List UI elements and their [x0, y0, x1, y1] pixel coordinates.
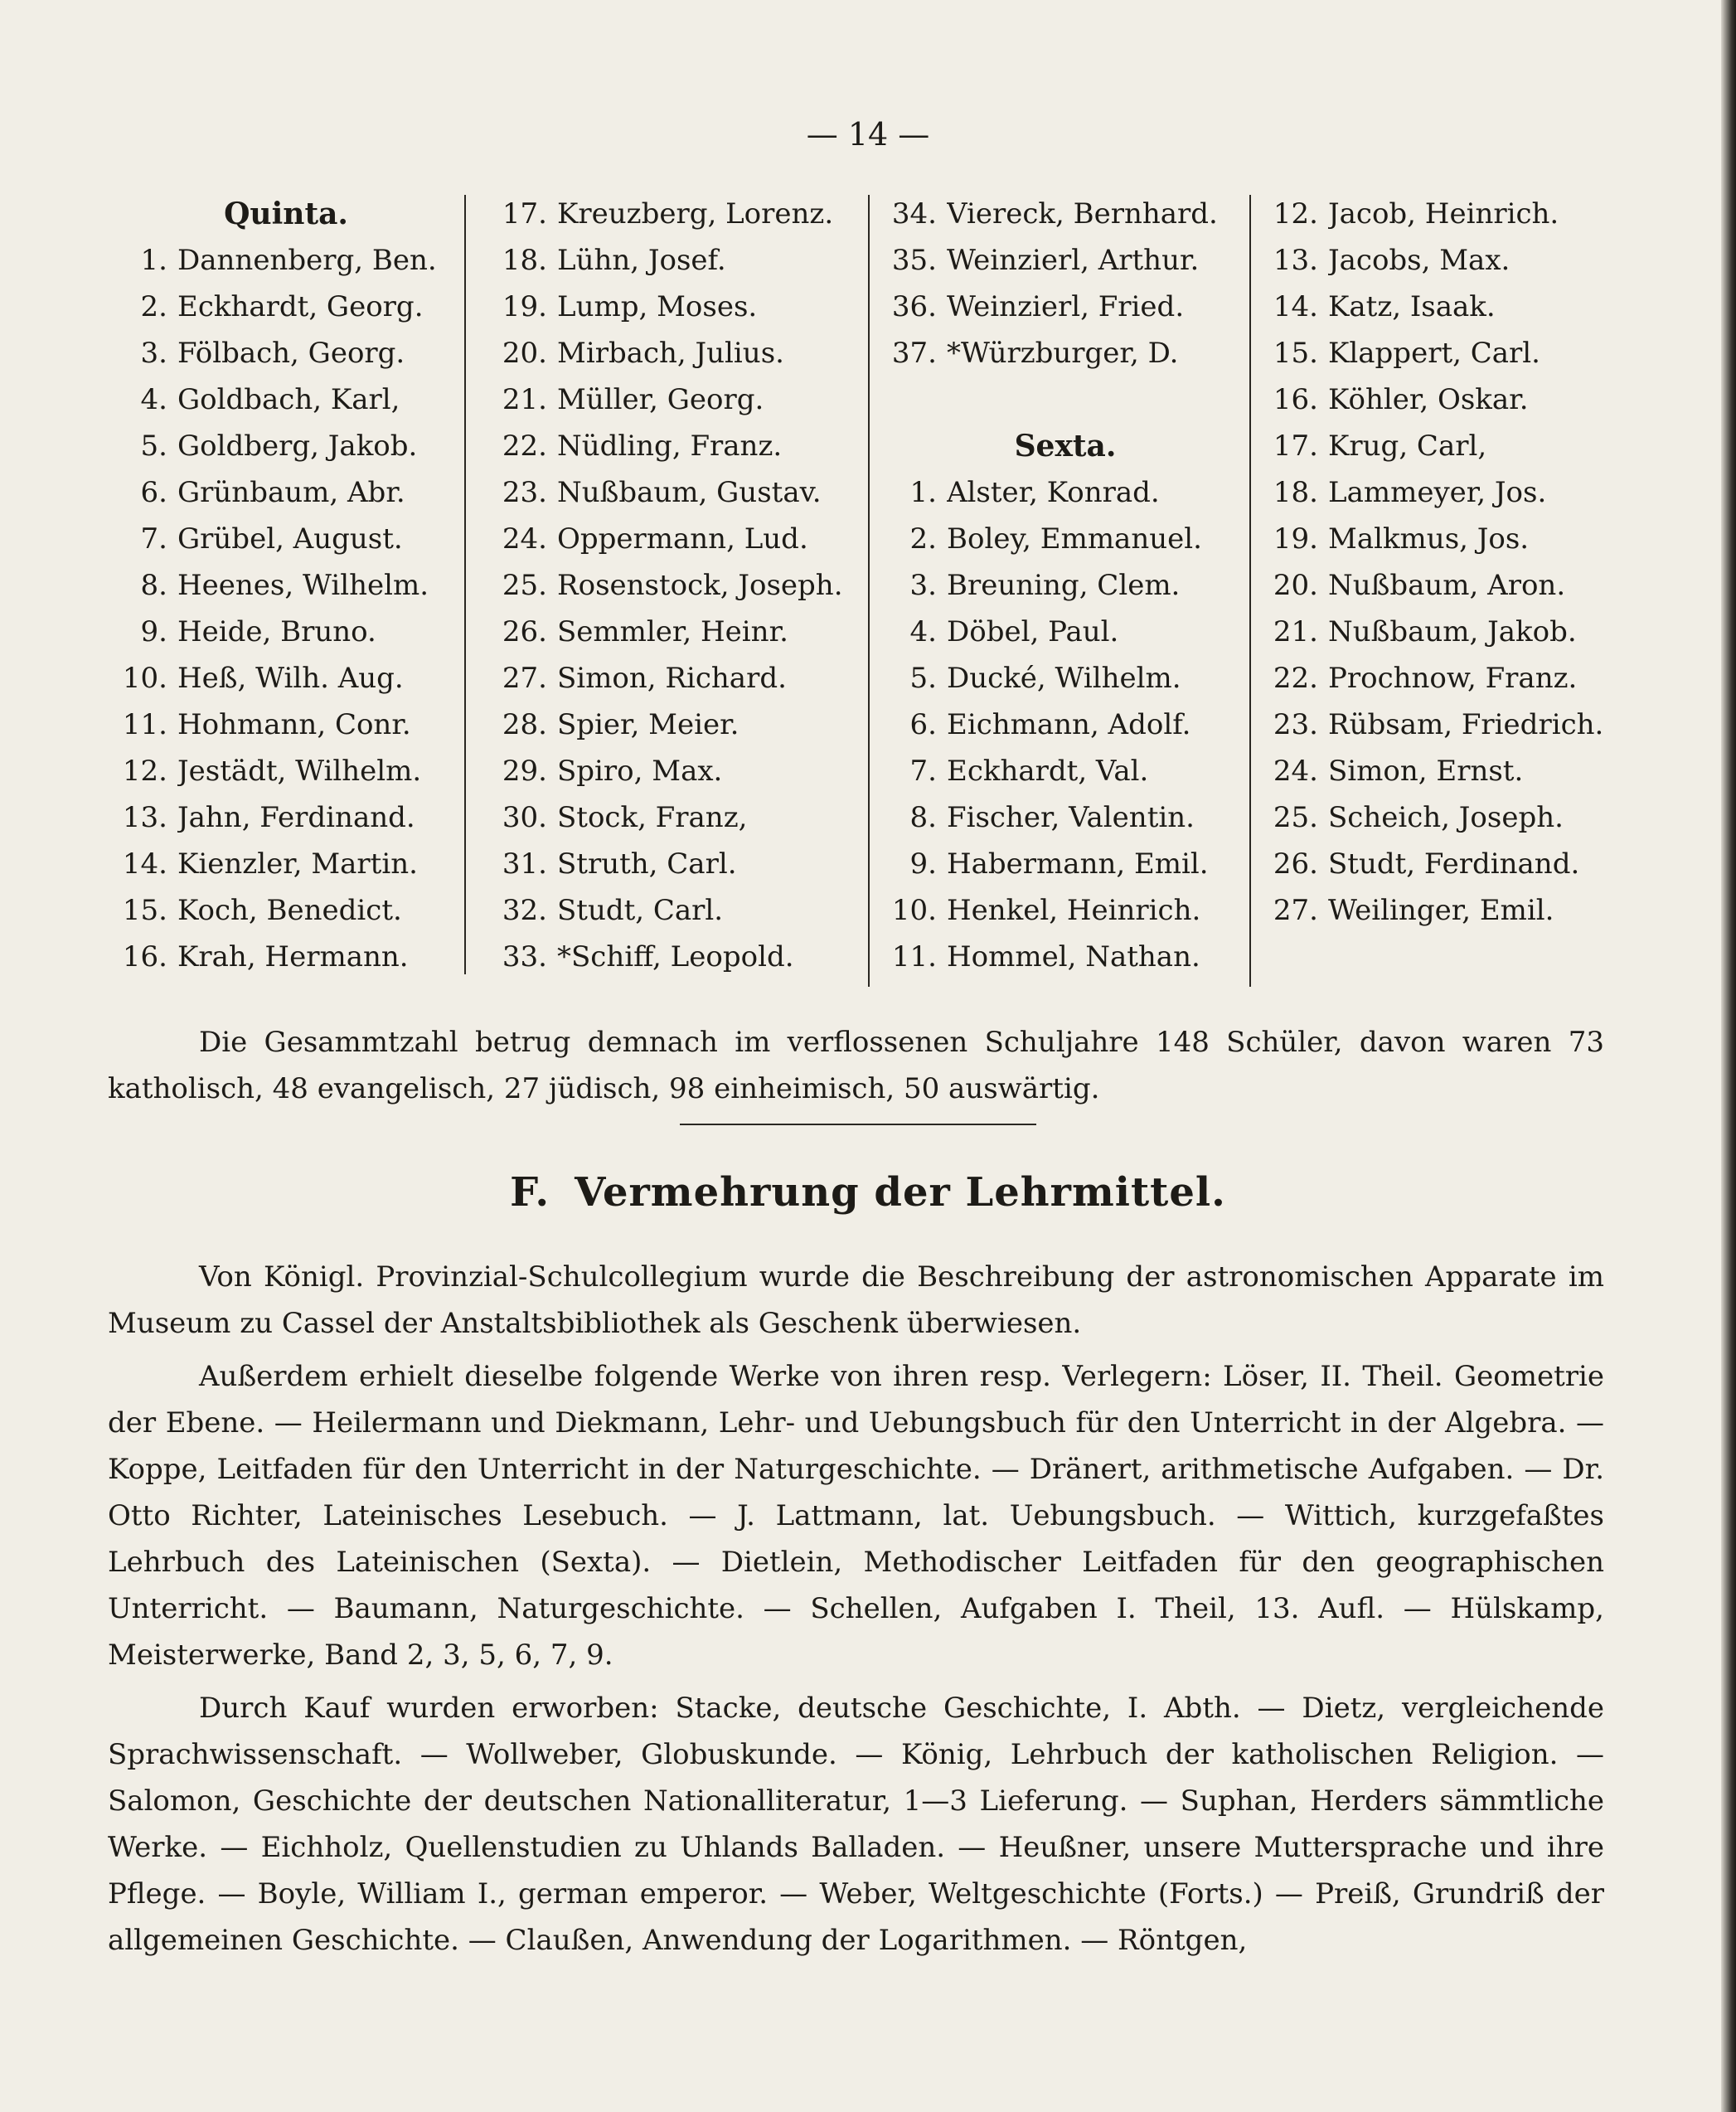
list-item: 6. Eichmann, Adolf.: [909, 708, 1191, 741]
list-item: 27. Simon, Richard.: [502, 662, 787, 695]
list-column-1: [108, 191, 464, 987]
list-item: 5. Goldberg, Jakob.: [140, 430, 418, 463]
list-item: 25. Scheich, Joseph.: [1273, 801, 1564, 834]
list-item: 10. Heß, Wilh. Aug.: [122, 662, 404, 695]
list-item: 19. Malkmus, Jos.: [1273, 522, 1530, 556]
list-item: 17. Krug, Carl,: [1273, 430, 1487, 463]
list-item: 23. Rübsam, Friedrich.: [1273, 708, 1604, 741]
list-item: 10. Henkel, Heinrich.: [891, 894, 1201, 927]
list-item: 35. Weinzierl, Arthur.: [891, 244, 1200, 277]
list-item: 2. Eckhardt, Georg.: [140, 290, 424, 323]
list-item: 14. Kienzler, Martin.: [122, 847, 418, 881]
list-item: 16. Krah, Hermann.: [122, 940, 409, 973]
list-item: 26. Semmler, Heinr.: [502, 615, 788, 648]
list-item: 21. Müller, Georg.: [502, 383, 764, 416]
list-item: 24. Oppermann, Lud.: [502, 522, 808, 556]
list-item: 8. Heenes, Wilhelm.: [140, 569, 429, 602]
list-item: 15. Koch, Benedict.: [122, 894, 402, 927]
class-heading-quinta: Quinta.: [224, 197, 348, 231]
list-item: 11. Hommel, Nathan.: [891, 940, 1200, 973]
section-heading-text: Vermehrung der Lehrmittel.: [575, 1169, 1226, 1216]
list-item: 2. Boley, Emmanuel.: [909, 522, 1202, 556]
column-divider: [868, 195, 870, 987]
column-divider: [464, 195, 466, 974]
list-item: 32. Studt, Carl.: [502, 894, 724, 927]
list-item: 20. Mirbach, Julius.: [502, 337, 784, 370]
list-item: 1. Alster, Konrad.: [909, 476, 1160, 509]
section-title: [0, 1169, 1736, 1216]
list-item: 28. Spier, Meier.: [502, 708, 739, 741]
list-column-2: [489, 191, 866, 987]
list-item: 14. Katz, Isaak.: [1273, 290, 1496, 323]
list-item: 5. Ducké, Wilhelm.: [909, 662, 1181, 695]
student-lists: [108, 191, 1617, 987]
section-letter: F.: [510, 1169, 550, 1216]
list-item: 34. Viereck, Bernhard.: [891, 197, 1218, 231]
list-item: 11. Hohmann, Conr.: [122, 708, 411, 741]
list-item: 6. Grünbaum, Abr.: [140, 476, 405, 509]
list-item: 29. Spiro, Max.: [502, 755, 723, 788]
paragraph-purchases: Durch Kauf wurden erworben: Stacke, deutsche Geschichte, I. Abth. — Dietz, vergleichende Sprachwissenschaft. — Wollweber, Globuskunde. — König, Lehrbuch der katholischen Religion. — Salomon, Geschichte der deutschen Nationalliteratur, 1—3 Lieferung. — Suphan, Herders sämmtliche Werke. — Eichholz, Quellenstudien zu Uhlands Balladen. — Heußner, unsere Muttersprache und ihre Pflege. — Boyle, William I., german emperor. — Weber, Weltgeschichte (Forts.) — Preiß, Grundriß der allgemeinen Geschichte. — Claußen, Anwendung der Logarithmen. — Röntgen,: [108, 1692, 1604, 1957]
list-item: 23. Nußbaum, Gustav.: [502, 476, 822, 509]
list-item: 4. Goldbach, Karl,: [140, 383, 400, 416]
list-item: 3. Breuning, Clem.: [909, 569, 1181, 602]
list-item: 15. Klappert, Carl.: [1273, 337, 1540, 370]
list-item: 18. Lammeyer, Jos.: [1273, 476, 1547, 509]
list-item: 22. Nüdling, Franz.: [502, 430, 783, 463]
list-item: 19. Lump, Moses.: [502, 290, 758, 323]
list-column-3: [879, 191, 1252, 987]
total-students-paragraph: Die Gesammtzahl betrug demnach im verflossenen Schuljahre 148 Schüler, davon waren 73 katholisch, 48 evangelisch, 27 jüdisch, 98 einheimisch, 50 auswärtig.: [108, 1026, 1604, 1105]
list-item: 37. *Würzburger, D.: [891, 337, 1179, 370]
list-item: 8. Fischer, Valentin.: [909, 801, 1195, 834]
page-edge-shadow: [1721, 0, 1736, 2112]
section-divider: [680, 1124, 1036, 1125]
list-item: 20. Nußbaum, Aron.: [1273, 569, 1566, 602]
class-heading-sexta: Sexta.: [1014, 429, 1117, 464]
list-item: 30. Stock, Franz,: [502, 801, 748, 834]
list-item: 31. Struth, Carl.: [502, 847, 737, 881]
page-number: — 14 —: [806, 116, 930, 153]
list-item: 13. Jacobs, Max.: [1273, 244, 1511, 277]
list-item: 9. Heide, Bruno.: [140, 615, 376, 648]
list-item: 27. Weilinger, Emil.: [1273, 894, 1554, 927]
list-item: 12. Jacob, Heinrich.: [1273, 197, 1559, 231]
paragraph-donation: Von Königl. Provinzial-Schulcollegium wurde die Beschreibung der astronomischen Apparate im Museum zu Cassel der Anstaltsbibliothek als Geschenk überwiesen.: [108, 1260, 1604, 1340]
list-item: 25. Rosenstock, Joseph.: [502, 569, 843, 602]
list-item: 21. Nußbaum, Jakob.: [1273, 615, 1577, 648]
list-item: 24. Simon, Ernst.: [1273, 755, 1524, 788]
list-column-4: [1260, 191, 1617, 987]
list-item: 3. Fölbach, Georg.: [140, 337, 405, 370]
list-item: 33. *Schiff, Leopold.: [502, 940, 794, 973]
list-item: 9. Habermann, Emil.: [909, 847, 1209, 881]
list-item: 12. Jestädt, Wilhelm.: [122, 755, 422, 788]
list-item: 16. Köhler, Oskar.: [1273, 383, 1529, 416]
list-item: 22. Prochnow, Franz.: [1273, 662, 1578, 695]
list-item: 13. Jahn, Ferdinand.: [122, 801, 415, 834]
list-item: 4. Döbel, Paul.: [909, 615, 1119, 648]
list-item: 36. Weinzierl, Fried.: [891, 290, 1185, 323]
list-spacer: [879, 376, 1252, 423]
list-item: 17. Kreuzberg, Lorenz.: [502, 197, 834, 231]
list-item: 1. Dannenberg, Ben.: [140, 244, 437, 277]
paragraph-publisher-gifts: Außerdem erhielt dieselbe folgende Werke von ihren resp. Verlegern: Löser, II. Theil. Geometrie der Ebene. — Heilermann und Diekmann, Lehr- und Uebungsbuch für den Unterricht in der Algebra. — Koppe, Leitfaden für den Unterricht in der Naturgeschichte. — Dränert, arithmetische Aufgaben. — Dr. Otto Richter, Lateinisches Lesebuch. — J. Lattmann, lat. Uebungsbuch. — Wittich, kurzgefaßtes Lehrbuch des Lateinischen (Sexta). — Dietlein, Methodischer Leitfaden für den geographischen Unterricht. — Baumann, Naturgeschichte. — Schellen, Aufgaben I. Theil, 13. Aufl. — Hülskamp, Meisterwerke, Band 2, 3, 5, 6, 7, 9.: [108, 1360, 1604, 1672]
list-item: 7. Grübel, August.: [140, 522, 403, 556]
list-item: 7. Eckhardt, Val.: [909, 755, 1149, 788]
list-item: 18. Lühn, Josef.: [502, 244, 726, 277]
list-item: 26. Studt, Ferdinand.: [1273, 847, 1580, 881]
